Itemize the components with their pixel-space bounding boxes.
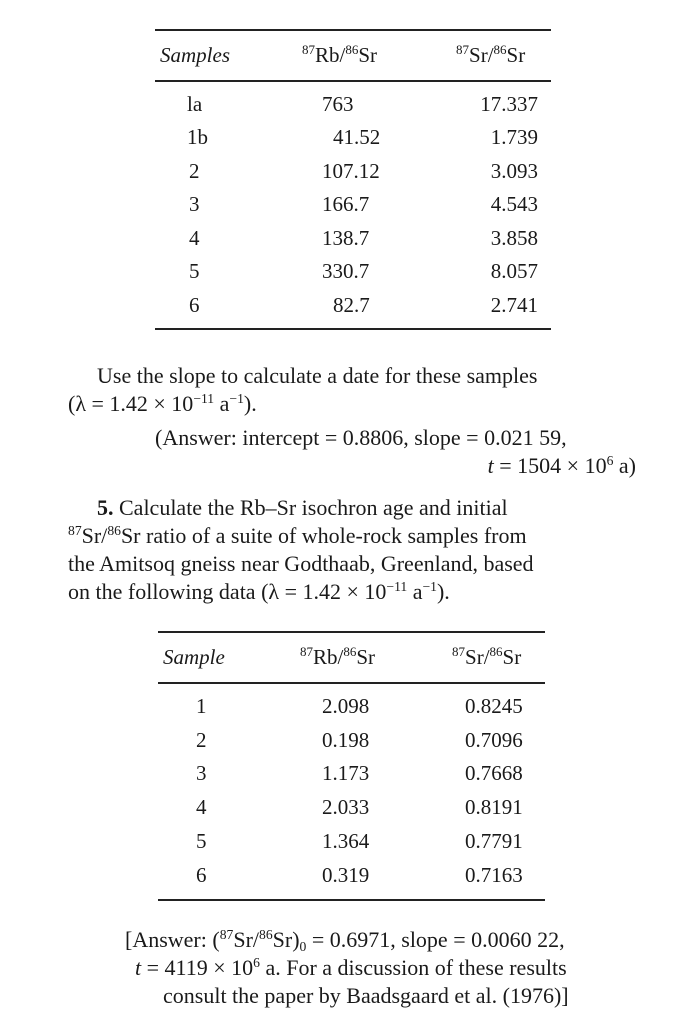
table1-header-sr-sr: $^{87}$Sr/$^{86}$Sr [456,41,526,67]
table2-header-sr-sr: $^{87}$Sr/$^{86}$Sr [452,643,522,669]
table1-header-samples: Samples [160,43,230,67]
problem5-line2: $^{87}$Sr/$^{86}$Sr ratio of a suite of whole-rock samples from [68,522,527,548]
table2-row6-sample: 6 [196,863,207,887]
answer1-line1: (Answer: intercept = 0.8806, slope = 0.021 59, [155,425,567,450]
table1-row7-sr: 2.741 [490,293,538,317]
table2-row4-sr: 0.8191 [465,795,523,819]
table2-row4-sample: 4 [196,795,207,819]
text1-line2: ($\lambda = 1.42 \times 10^{-11}$ $a^{-1}$). [68,390,257,416]
table1-header-rb-sr: $^{87}$Rb/$^{86}$Sr [302,41,378,67]
table2-row1-rb: 2.098 [322,694,370,718]
table1-top-rule [155,29,551,31]
table1-row3-sr: 3.093 [490,159,538,183]
table1-row6-rb: 330.7 [322,259,370,283]
table2-top-rule [158,631,545,633]
table2-row1-sr: 0.8245 [465,694,523,718]
table1-row2-sample: 1b [187,125,208,149]
table1-row6-sample: 5 [189,259,200,283]
table2-row6-sr: 0.7163 [465,863,523,887]
problem5-line3: the Amitsoq gneiss near Godthaab, Greenland, based [68,551,534,576]
table2-row5-rb: 1.364 [322,829,370,853]
table2-row2-sr: 0.7096 [465,728,523,752]
table1-row2-sr: 1.739 [490,125,538,149]
table1-row1-sr: 17.337 [480,92,538,116]
answer1-line2: $t = 1504 \times 10^6$ a) [487,452,636,478]
table1-row4-sr: 4.543 [490,192,538,216]
text1-line1: Use the slope to calculate a date for these samples [97,363,538,388]
table2-row5-sr: 0.7791 [465,829,523,853]
table2-bottom-rule [158,899,545,901]
table1-row1-sample: la [187,92,203,116]
table1-row4-rb: 166.7 [322,192,370,216]
table1-row4-sample: 3 [189,192,200,216]
table1-row1-rb: 763 [322,92,354,116]
table2-row3-sample: 3 [196,761,207,785]
answer2-line2: $t = 4119 \times 10^6$ a. For a discussion of these results [135,954,567,980]
table2-row2-sample: 2 [196,728,207,752]
answer2-line3: consult the paper by Baadsgaard et al. (1976)] [163,983,569,1008]
table1-row5-sr: 3.858 [490,226,538,250]
table1-header-rule [155,80,551,82]
table2-row1-sample: 1 [196,694,207,718]
table1-row7-rb: 82.7 [333,293,370,317]
table2-header-rb-sr: $^{87}$Rb/$^{86}$Sr [300,643,376,669]
problem5-line1: 5. Calculate the Rb–Sr isochron age and initial [97,495,508,520]
table1-row2-rb: 41.52 [333,125,381,149]
table2-row2-rb: 0.198 [322,728,370,752]
table2-row6-rb: 0.319 [322,863,370,887]
table2-row3-rb: 1.173 [322,761,370,785]
table2-row5-sample: 5 [196,829,207,853]
problem5-line4: on the following data ($\lambda = 1.42 \times 10^{-11}$ $a^{-1}$). [68,578,450,604]
table1-bottom-rule [155,328,551,330]
table2-row3-sr: 0.7668 [465,761,523,785]
table1-row5-sample: 4 [189,226,200,250]
answer2-line1: [Answer: $(^{87}Sr/^{86}Sr)_0 = 0.6971$, slope = 0.0060 22, [125,926,565,955]
table2-header-rule [158,682,545,684]
table1-row3-rb: 107.12 [322,159,380,183]
table2-header-sample: Sample [163,645,225,669]
table2-row4-rb: 2.033 [322,795,370,819]
table1-row5-rb: 138.7 [322,226,370,250]
table1-row7-sample: 6 [189,293,200,317]
table1-row6-sr: 8.057 [490,259,538,283]
table1-row3-sample: 2 [189,159,200,183]
